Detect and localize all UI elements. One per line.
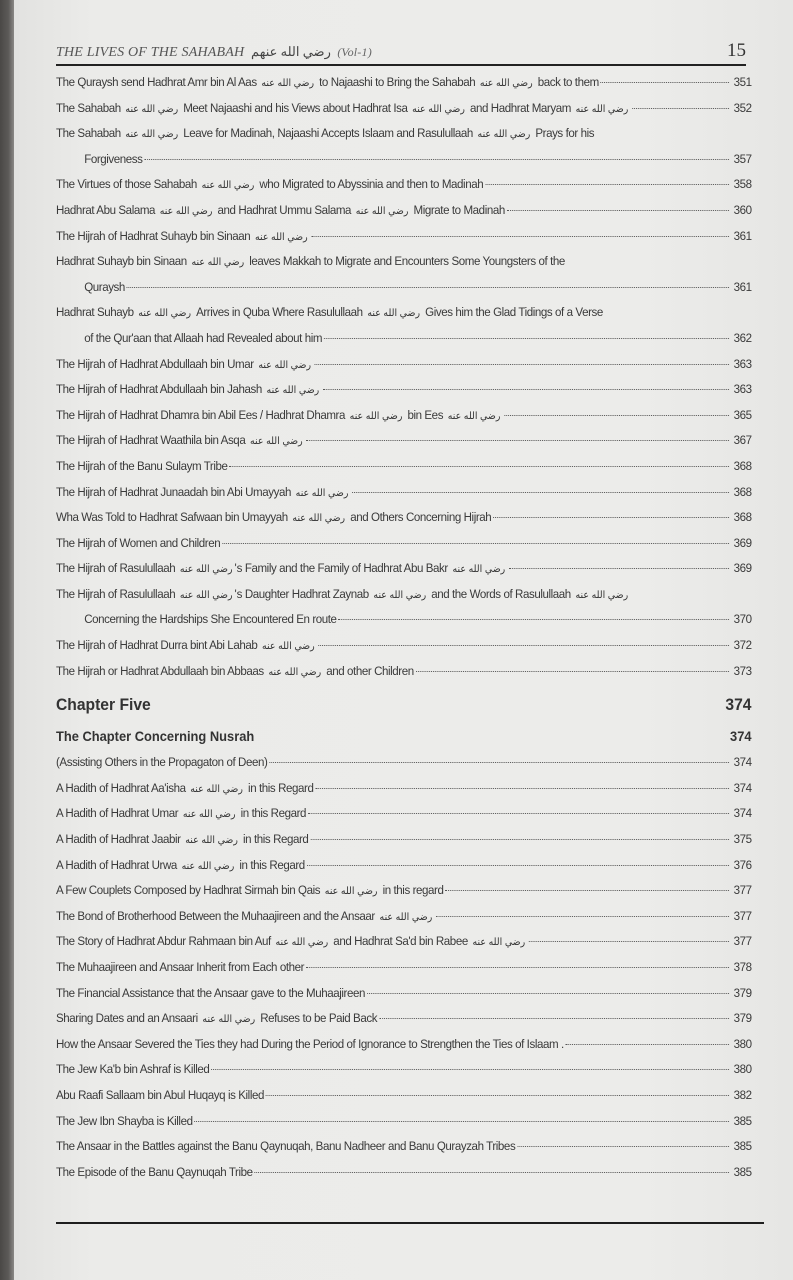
toc-entry-title: A Hadith of Hadhrat Umar رضي الله عنه in this Regard — [56, 806, 307, 821]
toc-entry[interactable] — [56, 121, 752, 172]
toc-entry-title: of the Qur'aan that Allaah had Revealed about him — [84, 330, 323, 345]
section-page: 374 — [730, 728, 752, 745]
honorific-glyph-icon: رضي الله عنه — [181, 860, 235, 872]
toc-entry[interactable] — [56, 633, 752, 659]
toc-entry-title: The Hijrah of Hadhrat Abdullaah bin Jahash رضي الله عنه — [56, 382, 320, 397]
toc-entry-page: 374 — [733, 755, 752, 770]
dot-leader — [517, 1146, 729, 1147]
dot-leader — [222, 543, 729, 544]
dot-leader — [529, 941, 729, 942]
toc-entry-page: 380 — [733, 1036, 752, 1051]
toc-entry-page: 357 — [733, 151, 752, 166]
toc-entry[interactable] — [56, 582, 752, 633]
honorific-glyph-icon: رضي الله عنه — [179, 589, 233, 601]
honorific-glyph-icon: رضي الله عنه — [182, 809, 236, 821]
honorific-glyph-icon: رضي الله عنه — [266, 385, 320, 397]
honorific-glyph-icon: رضي الله عنه — [472, 937, 526, 949]
dot-leader — [269, 762, 729, 763]
dot-leader — [311, 236, 729, 237]
toc-entry-page: 367 — [733, 433, 752, 448]
dot-leader — [315, 788, 729, 789]
toc-entry-page: 365 — [733, 407, 752, 422]
honorific-glyph-icon: رضي الله عنه — [373, 589, 427, 601]
toc-entry[interactable] — [56, 377, 752, 403]
dot-leader — [266, 1095, 729, 1096]
dot-leader — [379, 1018, 729, 1019]
toc-entry-page: 385 — [733, 1113, 752, 1128]
toc-entry[interactable] — [56, 776, 752, 802]
honorific-glyph-icon: رضي الله عنه — [191, 257, 245, 269]
dot-leader — [315, 364, 729, 365]
dot-leader — [144, 159, 729, 160]
toc-entry-page: 377 — [733, 934, 752, 949]
toc-entry-page: 385 — [733, 1139, 752, 1154]
honorific-glyph-icon: رضي الله عنه — [295, 487, 349, 499]
toc-entry[interactable] — [56, 827, 752, 853]
toc-entry-title: The Ansaar in the Battles against the Banu Qaynuqah, Banu Nadheer and Banu Qurayzah Tribes — [56, 1139, 516, 1154]
dot-leader — [324, 338, 729, 339]
toc-entry-page: 380 — [733, 1062, 752, 1077]
dot-leader — [310, 839, 729, 840]
toc-entry-page: 352 — [733, 100, 752, 115]
toc-entry[interactable] — [56, 1032, 752, 1058]
toc-entry[interactable] — [56, 1160, 752, 1186]
toc-entry-title: The Muhaajireen and Ansaar Inherit from Each other — [56, 960, 305, 974]
toc-entry[interactable] — [56, 556, 752, 582]
honorific-glyph-icon: رضي الله عنه — [125, 103, 179, 115]
toc-entry-title: The Jew Ibn Shayba is Killed — [56, 1113, 193, 1128]
dot-leader — [323, 389, 729, 390]
toc-entry[interactable] — [56, 224, 752, 250]
toc-entry-title: The Virtues of those Sahabah رضي الله عنه who Migrated to Abyssinia and then to Madinah — [56, 177, 484, 192]
dot-leader — [416, 671, 729, 672]
toc-entry-page: 382 — [733, 1087, 752, 1102]
toc-entry[interactable] — [56, 955, 752, 981]
toc-entry-page: 362 — [733, 330, 752, 345]
dot-leader — [485, 184, 729, 185]
toc-entry-page: 375 — [733, 832, 752, 847]
dot-leader — [504, 415, 729, 416]
honorific-glyph-icon: رضي الله عنه — [258, 359, 312, 371]
toc-entry-title: The Hijrah of Hadhrat Waathila bin Asqa رضي الله عنه — [56, 433, 303, 448]
toc-entry-page: 351 — [733, 75, 752, 89]
toc-entry-title: Forgiveness — [84, 151, 143, 166]
toc-entry-title: Quraysh — [84, 279, 125, 294]
dot-leader — [194, 1121, 729, 1122]
toc-entry-title: The Hijrah of Hadhrat Durra bint Abi Lahab رضي الله عنه — [56, 638, 315, 653]
toc-entry[interactable] — [56, 750, 752, 776]
honorific-glyph-icon: رضي الله عنه — [349, 410, 403, 422]
toc-entry-title: The Hijrah of Hadhrat Suhayb bin Sinaan رضي الله عنه — [56, 228, 308, 243]
dot-leader — [493, 517, 729, 518]
dot-leader — [445, 890, 729, 891]
dot-leader — [436, 916, 729, 917]
dot-leader — [306, 967, 729, 968]
toc-entry[interactable] — [56, 801, 752, 827]
toc-entry-title: The Sahabah رضي الله عنه Leave for Madinah, Najaashi Accepts Islaam and Rasulullaah رضي الله عنه Prays for his — [56, 126, 595, 141]
dot-leader — [632, 108, 729, 109]
toc-entry[interactable] — [56, 172, 752, 198]
toc-entry[interactable] — [56, 198, 752, 224]
toc-entry-title: Hadhrat Suhayb رضي الله عنه Arrives in Quba Where Rasulullaah رضي الله عنه Gives him the Glad Tidings of a Verse — [56, 305, 603, 320]
toc-entry-title: Hadhrat Suhayb bin Sinaan رضي الله عنه leaves Makkah to Migrate and Encounters Some Youngsters of the — [56, 254, 565, 269]
section-heading[interactable] — [56, 722, 752, 750]
toc-entry[interactable] — [56, 428, 752, 454]
toc-entry-page: 379 — [733, 985, 752, 1000]
dot-leader — [306, 440, 729, 441]
dot-leader — [338, 619, 729, 620]
toc-entry-title: Sharing Dates and an Ansaari رضي الله عنه Refuses to be Paid Back — [56, 1011, 378, 1026]
toc-entry[interactable] — [56, 249, 752, 300]
toc-entry[interactable] — [56, 1134, 752, 1160]
toc-entry-page: 369 — [733, 535, 752, 550]
toc-entry-title: A Few Couplets Composed by Hadhrat Sirmah bin Qais رضي الله عنه in this regard — [56, 883, 444, 898]
toc-entry-page: 369 — [733, 561, 752, 576]
honorific-glyph-icon: رضي الله عنه — [379, 911, 433, 923]
toc-entry-title: The Jew Ka'b bin Ashraf is Killed — [56, 1062, 210, 1077]
toc-entry-page: 370 — [733, 612, 752, 627]
toc-entry-title: The Quraysh send Hadhrat Amr bin Al Aas رضي الله عنه to Najaashi to Bring the Sahabah رضي الله عنه back to them — [56, 75, 599, 89]
toc-entry[interactable] — [56, 981, 752, 1007]
honorific-glyph-icon: رضي الله عنه — [575, 589, 629, 601]
toc-entry-title: A Hadith of Hadhrat Aa'isha رضي الله عنه in this Regard — [56, 780, 314, 795]
toc-entry-title: How the Ansaar Severed the Ties they had During the Period of Ignorance to Strengthen the Ties of Islaam . — [56, 1036, 564, 1051]
toc-entry-page: 378 — [733, 960, 752, 974]
toc-entry-page: 361 — [733, 228, 752, 243]
toc-entry-page: 360 — [733, 202, 752, 217]
toc-entry-page: 363 — [733, 382, 752, 397]
toc-entries-hijrah — [56, 70, 752, 684]
honorific-glyph-icon: رضي الله عنه — [185, 835, 238, 847]
honorific-glyph-icon: رضي الله عنه — [262, 641, 315, 653]
toc-entry-title: (Assisting Others in the Propagaton of Deen) — [56, 755, 268, 770]
toc-entry-title: Concerning the Hardships She Encountered En route — [84, 612, 337, 627]
honorific-glyph-icon: رضي الله عنه — [275, 937, 329, 949]
toc-entry-title: The Episode of the Banu Qaynuqah Tribe — [56, 1164, 253, 1179]
toc-entry-title: The Hijrah or Hadhrat Abdullaah bin Abbaas رضي الله عنه and other Children — [56, 663, 414, 678]
honorific-glyph-icon: رضي الله عنهم — [251, 44, 331, 59]
dot-leader — [352, 492, 729, 493]
toc-entry[interactable] — [56, 1006, 752, 1032]
toc-entry[interactable] — [56, 904, 752, 930]
dot-leader — [566, 1044, 729, 1045]
honorific-glyph-icon: رضي الله عنه — [254, 231, 308, 243]
honorific-glyph-icon: رضي الله عنه — [261, 78, 315, 89]
toc-entry-title: The Sahabah رضي الله عنه Meet Najaashi and his Views about Hadhrat Isa رضي الله عنه and Hadhrat Maryam رضي الله عنه — [56, 100, 629, 115]
honorific-glyph-icon: رضي الله عنه — [179, 564, 233, 576]
chapter-heading[interactable] — [56, 688, 752, 722]
toc-entry[interactable] — [56, 929, 752, 955]
toc-entry[interactable] — [56, 1057, 752, 1083]
toc-entry-title: The Hijrah of Hadhrat Junaadah bin Abi Umayyah رضي الله عنه — [56, 484, 349, 499]
honorific-glyph-icon: رضي الله عنه — [202, 1014, 256, 1026]
toc-entry-page: 377 — [733, 883, 752, 898]
toc-entry[interactable] — [56, 403, 752, 429]
footer-rule — [56, 1222, 764, 1224]
chapter-title: Chapter Five — [56, 695, 151, 715]
section-title: The Chapter Concerning Nusrah — [56, 728, 255, 745]
toc-entry-title: Hadhrat Abu Salama رضي الله عنه and Hadhrat Ummu Salama رضي الله عنه Migrate to Madinah — [56, 202, 505, 217]
toc-entry[interactable] — [56, 300, 752, 351]
dot-leader — [318, 645, 729, 646]
running-header-title — [56, 44, 372, 61]
book-spine-shadow — [0, 0, 14, 1280]
toc-entry-page: 377 — [733, 908, 752, 923]
honorific-glyph-icon: رضي الله عنه — [479, 78, 533, 89]
dot-leader — [307, 865, 729, 866]
toc-entry-page: 363 — [733, 356, 752, 371]
honorific-glyph-icon: رضي الله عنه — [412, 103, 465, 115]
toc-entry-page: 368 — [733, 484, 752, 499]
dot-leader — [255, 1172, 730, 1173]
honorific-glyph-icon: رضي الله عنه — [190, 783, 243, 795]
honorific-glyph-icon: رضي الله عنه — [367, 308, 421, 320]
book-page — [14, 0, 793, 1280]
honorific-glyph-icon: رضي الله عنه — [201, 180, 255, 192]
dot-leader — [211, 1069, 729, 1070]
dot-leader — [367, 993, 729, 994]
toc-entry-page: 368 — [733, 510, 752, 525]
toc-entry-title: The Financial Assistance that the Ansaar gave to the Muhaajireen — [56, 985, 365, 1000]
dot-leader — [308, 813, 729, 814]
toc-entry-title: The Hijrah of Rasulullaah رضي الله عنه 's Family and the Family of Hadhrat Abu Bakr رضي الله عنه — [56, 561, 506, 576]
honorific-glyph-icon: رضي الله عنه — [138, 308, 191, 320]
running-header — [56, 42, 746, 66]
toc-entry[interactable] — [56, 878, 752, 904]
honorific-glyph-icon: رضي الله عنه — [268, 666, 322, 678]
toc-entry-page: 374 — [733, 806, 752, 821]
toc-entry-page: 358 — [733, 177, 752, 192]
honorific-glyph-icon: رضي الله عنه — [447, 410, 501, 422]
toc-entry-title: The Hijrah of the Banu Sulaym Tribe — [56, 458, 228, 473]
table-of-contents — [56, 70, 752, 1185]
toc-entry[interactable] — [56, 352, 752, 378]
honorific-glyph-icon: رضي الله عنه — [324, 886, 378, 898]
toc-entry[interactable] — [56, 853, 752, 879]
toc-entry[interactable] — [56, 454, 752, 480]
toc-entry-page: 368 — [733, 458, 752, 473]
toc-entry-title: A Hadith of Hadhrat Jaabir رضي الله عنه in this Regard — [56, 832, 309, 847]
honorific-glyph-icon: رضي الله عنه — [159, 205, 213, 217]
dot-leader — [127, 287, 729, 288]
honorific-glyph-icon: رضي الله عنه — [249, 436, 303, 448]
toc-entry[interactable] — [56, 505, 752, 531]
dot-leader — [509, 568, 729, 569]
toc-entry-title: The Hijrah of Rasulullaah رضي الله عنه 's Daughter Hadhrat Zaynab رضي الله عنه and the Words of Rasulullaah رضي الله عنه — [56, 586, 629, 601]
toc-entry[interactable] — [56, 70, 752, 96]
toc-entries-nusrah — [56, 750, 752, 1185]
honorific-glyph-icon: رضي الله عنه — [477, 129, 531, 141]
toc-entry-title: Abu Raafi Sallaam bin Abul Huqayq is Killed — [56, 1087, 264, 1102]
toc-entry-page: 372 — [733, 638, 752, 653]
honorific-glyph-icon: رضي الله عنه — [575, 103, 629, 115]
toc-entry-page: 385 — [733, 1164, 752, 1179]
honorific-glyph-icon: رضي الله عنه — [452, 564, 506, 576]
book-title: THE LIVES OF THE SAHABAH — [56, 45, 245, 60]
dot-leader — [507, 210, 729, 211]
toc-entry[interactable] — [56, 659, 752, 685]
toc-entry[interactable] — [56, 1083, 752, 1109]
toc-entry-page: 373 — [733, 663, 752, 678]
toc-entry-title: The Story of Hadhrat Abdur Rahmaan bin Auf رضي الله عنه and Hadhrat Sa'd bin Rabee رضي الله عنه — [56, 934, 526, 949]
toc-entry-title: The Hijrah of Hadhrat Dhamra bin Abil Ees / Hadhrat Dhamra رضي الله عنه bin Ees رضي الله عنه — [56, 407, 501, 422]
toc-entry-page: 361 — [733, 279, 752, 294]
chapter-page: 374 — [725, 695, 752, 715]
toc-entry[interactable] — [56, 531, 752, 557]
honorific-glyph-icon: رضي الله عنه — [292, 513, 346, 525]
honorific-glyph-icon: رضي الله عنه — [355, 205, 409, 217]
toc-entry-title: Wha Was Told to Hadhrat Safwaan bin Umayyah رضي الله عنه and Others Concerning Hijrah — [56, 510, 492, 525]
toc-entry-title: The Bond of Brotherhood Between the Muhaajireen and the Ansaar رضي الله عنه — [56, 908, 433, 923]
toc-entry-page: 379 — [733, 1011, 752, 1026]
dot-leader — [229, 466, 729, 467]
toc-entry[interactable] — [56, 480, 752, 506]
toc-entry[interactable] — [56, 1109, 752, 1135]
toc-entry-title: A Hadith of Hadhrat Urwa رضي الله عنه in this Regard — [56, 857, 305, 872]
honorific-glyph-icon: رضي الله عنه — [125, 129, 179, 141]
toc-entry-page: 374 — [733, 780, 752, 795]
toc-entry-page: 376 — [733, 857, 752, 872]
toc-entry[interactable] — [56, 96, 752, 122]
volume-label: (Vol-1) — [337, 45, 372, 59]
page-number: 15 — [727, 40, 746, 61]
dot-leader — [601, 82, 729, 83]
toc-entry-title: The Hijrah of Women and Children — [56, 535, 221, 550]
toc-entry-title: The Hijrah of Hadhrat Abdullaah bin Umar رضي الله عنه — [56, 356, 312, 371]
